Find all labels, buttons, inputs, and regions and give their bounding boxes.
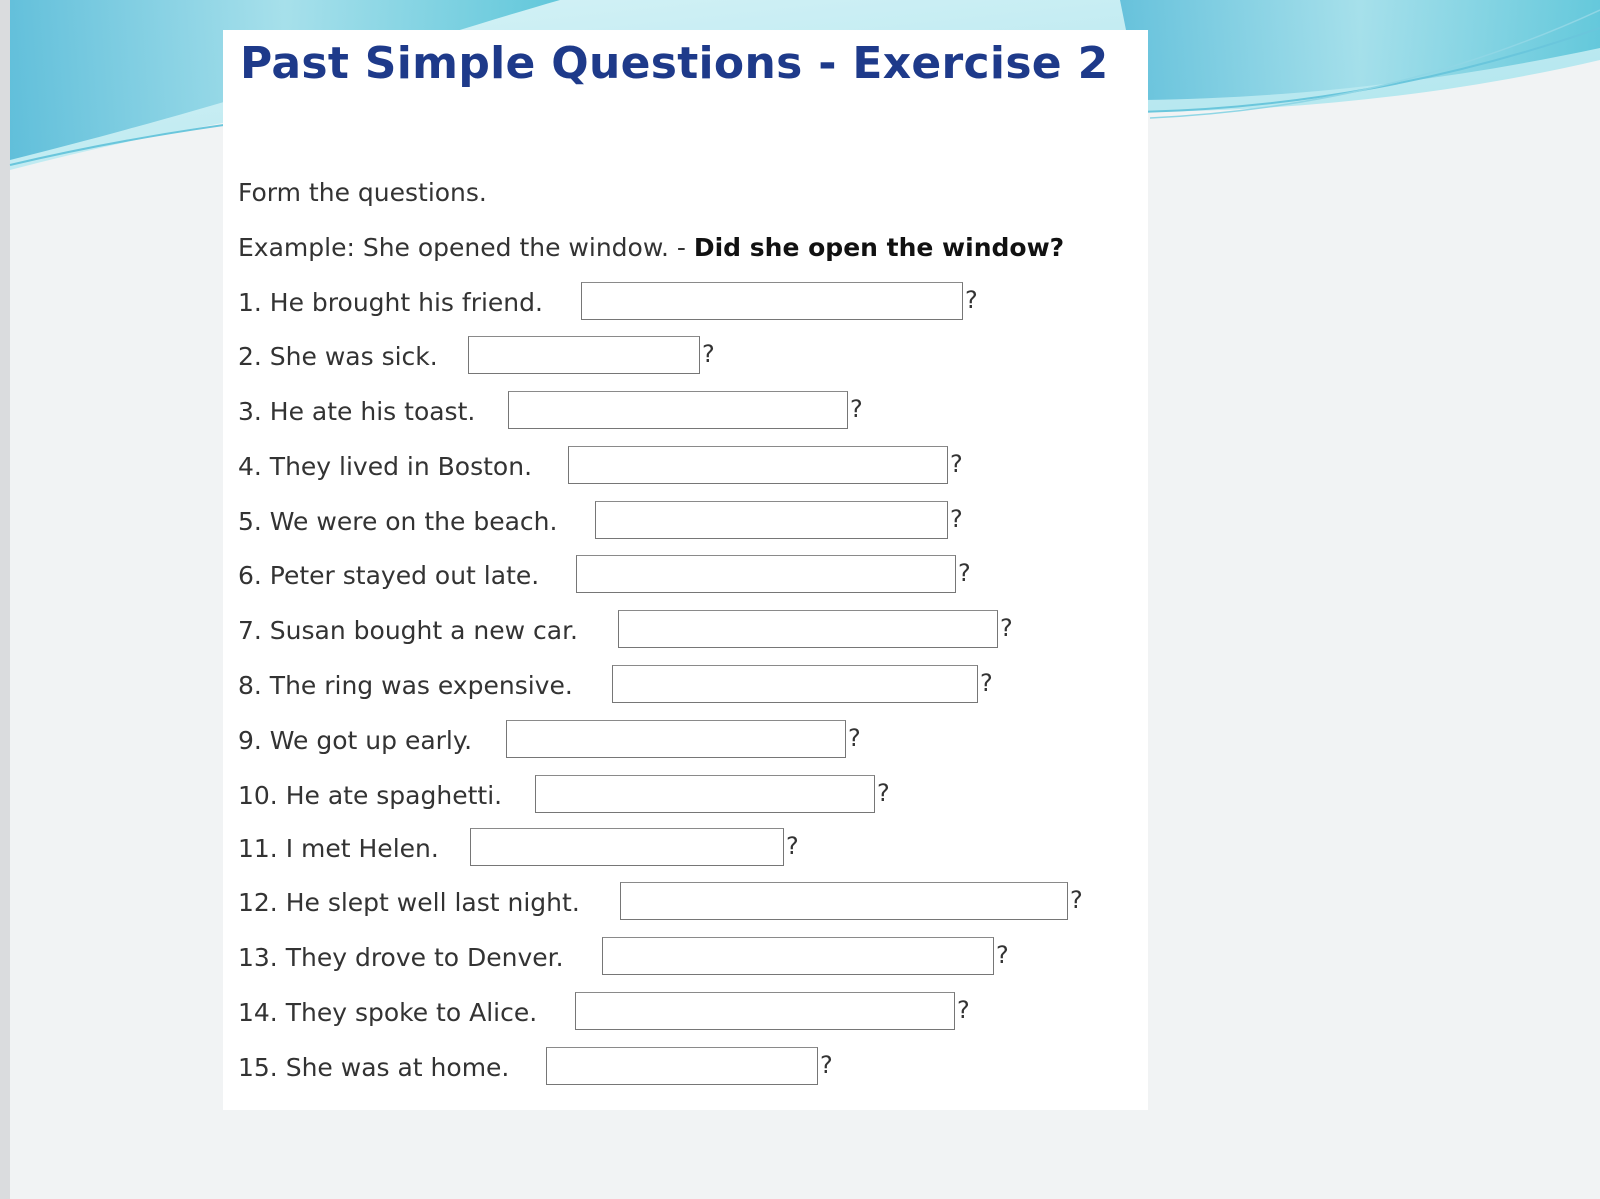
question-label: 6. Peter stayed out late.: [238, 561, 540, 590]
answer-input-13[interactable]: [602, 937, 994, 975]
question-label: 15. She was at home.: [238, 1053, 510, 1082]
answer-input-6[interactable]: [576, 555, 956, 593]
question-mark: ?: [980, 669, 993, 697]
question-label: 13. They drove to Denver.: [238, 943, 564, 972]
answer-input-3[interactable]: [508, 391, 848, 429]
question-label: 3. He ate his toast.: [238, 397, 476, 426]
question-label: 11. I met Helen.: [238, 834, 439, 863]
question-mark: ?: [877, 779, 890, 807]
question-mark: ?: [1000, 614, 1013, 642]
question-label: 10. He ate spaghetti.: [238, 781, 503, 810]
example-answer: Did she open the window?: [693, 233, 1065, 262]
question-mark: ?: [965, 286, 978, 314]
question-label: 14. They spoke to Alice.: [238, 998, 538, 1027]
answer-input-14[interactable]: [575, 992, 955, 1030]
question-mark: ?: [950, 505, 963, 533]
question-label: 4. They lived in Boston.: [238, 452, 533, 481]
question-label: 8. The ring was expensive.: [238, 671, 573, 700]
question-label: 2. She was sick.: [238, 342, 438, 371]
answer-input-12[interactable]: [620, 882, 1068, 920]
example-prefix: Example: She opened the window. -: [238, 233, 694, 262]
answer-input-5[interactable]: [595, 501, 948, 539]
question-mark: ?: [950, 450, 963, 478]
question-mark: ?: [848, 724, 861, 752]
page-title: Past Simple Questions - Exercise 2: [240, 38, 1109, 89]
question-mark: ?: [958, 559, 971, 587]
answer-input-7[interactable]: [618, 610, 998, 648]
question-mark: ?: [1070, 886, 1083, 914]
answer-input-2[interactable]: [468, 336, 700, 374]
answer-input-8[interactable]: [612, 665, 978, 703]
question-mark: ?: [702, 340, 715, 368]
instruction-text: Form the questions.: [238, 178, 487, 207]
question-label: 1. He brought his friend.: [238, 288, 543, 317]
example-text: [238, 233, 1064, 262]
question-label: 9. We got up early.: [238, 726, 473, 755]
question-mark: ?: [786, 832, 799, 860]
answer-input-15[interactable]: [546, 1047, 818, 1085]
question-mark: ?: [850, 395, 863, 423]
question-label: 12. He slept well last night.: [238, 888, 580, 917]
question-mark: ?: [820, 1051, 833, 1079]
answer-input-1[interactable]: [581, 282, 963, 320]
question-mark: ?: [996, 941, 1009, 969]
answer-input-11[interactable]: [470, 828, 784, 866]
question-label: 7. Susan bought a new car.: [238, 616, 579, 645]
answer-input-9[interactable]: [506, 720, 846, 758]
question-label: 5. We were on the beach.: [238, 507, 558, 536]
answer-input-4[interactable]: [568, 446, 948, 484]
answer-input-10[interactable]: [535, 775, 875, 813]
question-mark: ?: [957, 996, 970, 1024]
